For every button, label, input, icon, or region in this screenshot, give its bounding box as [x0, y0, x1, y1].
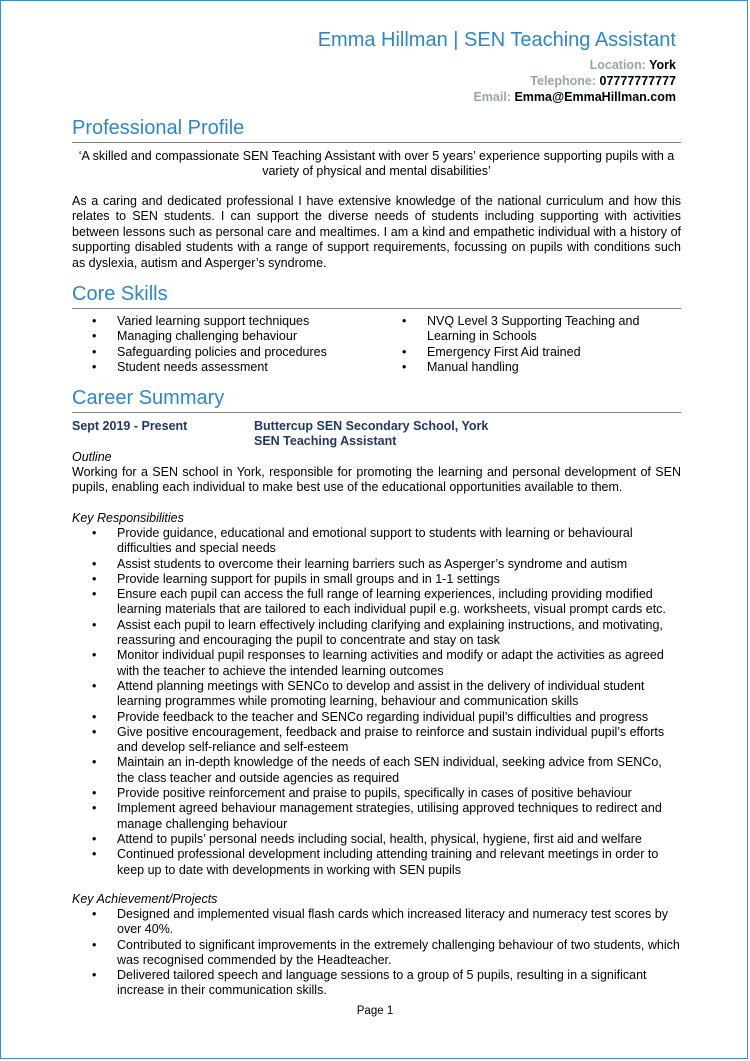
- email-label: Email:: [473, 90, 511, 104]
- responsibility-item: • Provide learning support for pupils in small groups and in 1-1 settings: [72, 572, 681, 587]
- skill-item: • Student needs assessment: [72, 360, 372, 375]
- responsibility-item: • Monitor individual pupil responses to learning activities and modify or adapt the activities as agreed with the teacher to achieve the intended learning outcomes: [72, 648, 681, 679]
- page-number: Page 1: [356, 1005, 394, 1017]
- responsibility-item: • Provide positive reinforcement and praise to pupils, specifically in cases of positive behaviour: [72, 786, 681, 801]
- responsibility-item: • Ensure each pupil can access the full range of learning experiences, including providing modified learning materials that are tailored to each individual pupil e.g. worksheets, visual prompt cards etc.: [72, 587, 681, 618]
- responsibility-item: • Maintain an in-depth knowledge of the needs of each SEN individual, seeking advice from SENCo, the class teacher and outside agencies as required: [72, 755, 681, 786]
- location-label: Location:: [589, 58, 646, 72]
- responsibility-item: • Give positive encouragement, feedback and praise to reinforce and sustain individual pupil’s efforts and develop self-reliance and self-esteem: [72, 725, 681, 756]
- profile-heading: Professional Profile: [72, 117, 681, 143]
- responsibility-item: • Attend to pupils’ personal needs including social, health, physical, hygiene, first aid and welfare: [72, 832, 681, 847]
- skills-heading: Core Skills: [72, 283, 681, 309]
- responsibility-item: • Assist students to overcome their learning barriers such as Asperger’s syndrome and autism: [72, 557, 681, 572]
- telephone-label: Telephone:: [530, 74, 597, 88]
- skills-list-right: [382, 314, 672, 375]
- career-heading: Career Summary: [72, 387, 681, 413]
- telephone-line: [530, 73, 676, 89]
- telephone-value: 07777777777: [599, 74, 676, 88]
- skill-item: • Safeguarding policies and procedures: [72, 345, 372, 360]
- profile-paragraph: As a caring and dedicated professional I have extensive knowledge of the national curriculum and how this relates to SEN students. I can support the diverse needs of students including supporting with activities between lessons such as personal care and mealtimes. I am a kind and empathetic individual with a history of supporting disabled students with a range of support requirements, focussing on pupils with conditions such as dyslexia, autism and Asperger’s syndrome.: [72, 194, 681, 270]
- achievement-item: • Delivered tailored speech and language sessions to a group of 5 pupils, resulting in a significant increase in their communication skills.: [72, 968, 681, 999]
- job-date: Sept 2019 - Present: [72, 419, 188, 433]
- location-line: [590, 57, 676, 73]
- responsibility-item: • Implement agreed behaviour management strategies, utilising approved techniques to redirect and manage challenging behaviour: [72, 801, 681, 832]
- outline-text: Working for a SEN school in York, responsible for promoting the learning and personal development of SEN pupils, enabling each individual to make best use of the educational opportunities available to them.: [72, 465, 681, 495]
- responsibilities-list: [72, 526, 681, 878]
- responsibility-item: • Attend planning meetings with SENCo to develop and assist in the delivery of individual student learning programmes while promoting learning, behaviour and communication skills: [72, 679, 681, 710]
- skill-item: • NVQ Level 3 Supporting Teaching and Learning in Schools: [382, 314, 672, 345]
- skill-item: • Managing challenging behaviour: [72, 329, 372, 344]
- responsibility-item: • Provide feedback to the teacher and SENCo regarding individual pupil’s difficulties and progress: [72, 710, 681, 725]
- achievement-item: • Designed and implemented visual flash cards which increased literacy and numeracy test scores by over 40%.: [72, 907, 681, 938]
- skill-item: • Manual handling: [382, 360, 672, 375]
- responsibility-item: • Provide guidance, educational and emotional support to students with learning or behavioural difficulties and special needs: [72, 526, 681, 557]
- achievements-list: [72, 907, 681, 999]
- location-value: York: [649, 58, 676, 72]
- profile-quote: ‘A skilled and compassionate SEN Teaching Assistant with over 5 years’ experience supporting pupils with a variety of physical and mental disabilities’: [78, 149, 675, 179]
- email-value: Emma@EmmaHillman.com: [514, 90, 676, 104]
- achievements-label: Key Achievement/Projects: [72, 892, 218, 906]
- responsibility-item: • Assist each pupil to learn effectively including clarifying and explaining instructions, and motivating, reassuring and encouraging the pupil to concentrate and stay on task: [72, 618, 681, 649]
- candidate-name-title: Emma Hillman | SEN Teaching Assistant: [317, 29, 676, 51]
- responsibility-item: • Continued professional development including attending training and relevant meetings in order to keep up to date with developments in working with SEN pupils: [72, 847, 681, 878]
- skill-item: • Varied learning support techniques: [72, 314, 372, 329]
- outline-label: Outline: [72, 450, 112, 464]
- achievement-item: • Contributed to significant improvements in the extremely challenging behaviour of two students, which was recognised commended by the Headteacher.: [72, 938, 681, 969]
- email-line: [473, 89, 676, 105]
- job-role: SEN Teaching Assistant: [254, 434, 397, 448]
- skill-item: • Emergency First Aid trained: [382, 345, 672, 360]
- skills-list-left: [72, 314, 372, 375]
- job-employer: Buttercup SEN Secondary School, York: [254, 419, 489, 433]
- responsibilities-label: Key Responsibilities: [72, 511, 184, 525]
